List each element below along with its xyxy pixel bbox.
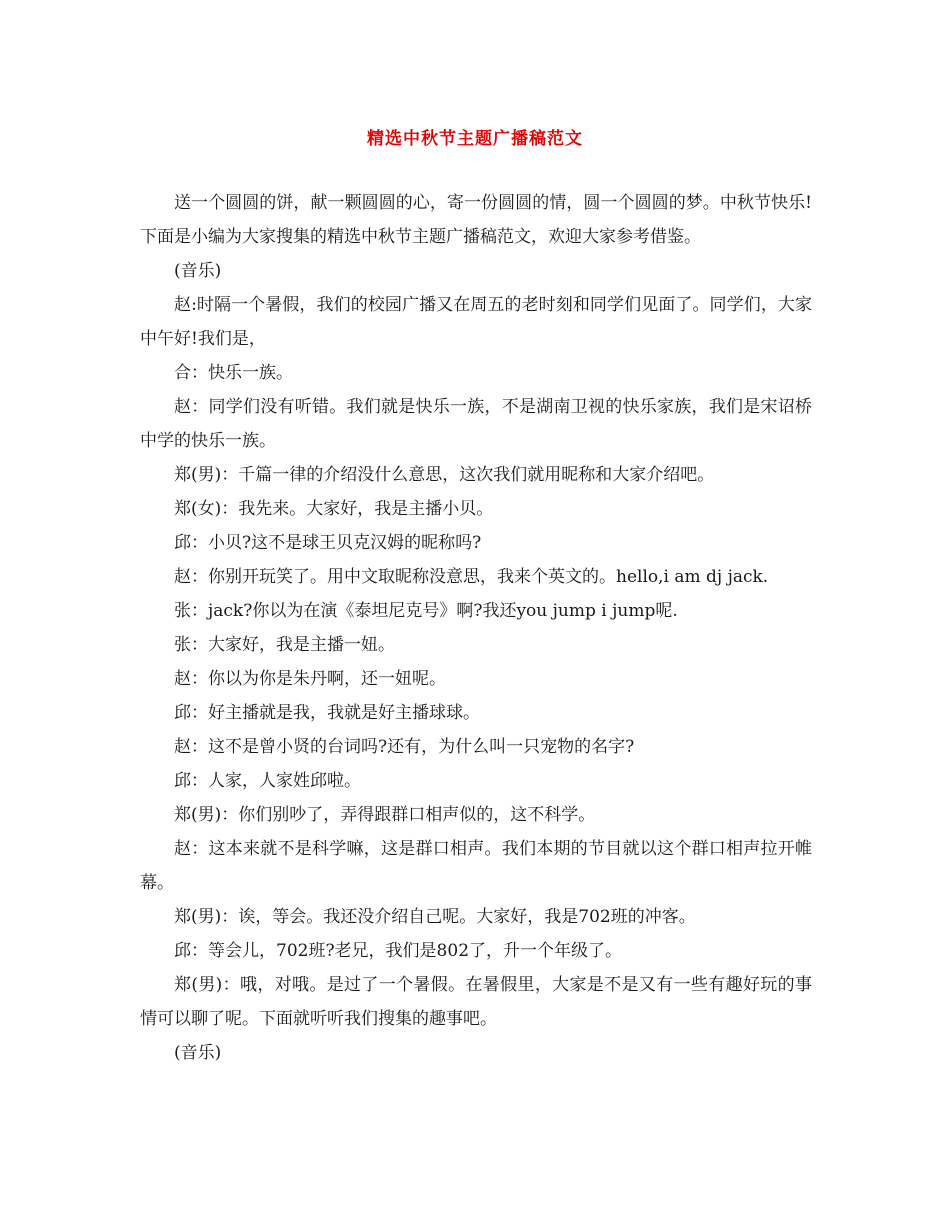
paragraph: 郑(男)：你们别吵了，弄得跟群口相声似的，这不科学。 bbox=[174, 805, 596, 825]
document-title: 精选中秋节主题广播稿范文 bbox=[367, 129, 583, 149]
paragraph: 合：快乐一族。 bbox=[174, 363, 293, 383]
paragraph: 张：jack?你以为在演《泰坦尼克号》啊?我还you jump i jump呢. bbox=[174, 601, 678, 621]
paragraph: 邱：好主播就是我，我就是好主播球球。 bbox=[174, 703, 480, 723]
paragraph: 邱：小贝?这不是球王贝克汉姆的昵称吗? bbox=[174, 533, 482, 553]
paragraph: 郑(男)：诶，等会。我还没介绍自己呢。大家好，我是702班的冲客。 bbox=[174, 907, 696, 927]
paragraph: 赵：你以为你是朱丹啊，还一妞呢。 bbox=[174, 669, 446, 689]
paragraph: 赵：同学们没有听错。我们就是快乐一族，不是湖南卫视的快乐家族，我们是宋诏桥中学的快乐一族。 bbox=[140, 397, 812, 451]
paragraph: 赵：你别开玩笑了。用中文取昵称没意思，我来个英文的。hello,i am dj jack. bbox=[174, 567, 769, 587]
document-body bbox=[140, 186, 812, 1070]
paragraph: 郑(女)：我先来。大家好，我是主播小贝。 bbox=[174, 499, 494, 519]
paragraph: 赵：这本来就不是科学嘛，这是群口相声。我们本期的节目就以这个群口相声拉开帷幕。 bbox=[140, 839, 812, 893]
paragraph: 张：大家好，我是主播一妞。 bbox=[174, 635, 395, 655]
paragraph: (音乐) bbox=[174, 1043, 222, 1063]
paragraph: 邱：等会儿，702班?老兄，我们是802了，升一个年级了。 bbox=[174, 941, 623, 961]
paragraph: (音乐) bbox=[174, 261, 222, 281]
paragraph: 邱：人家，人家姓邱啦。 bbox=[174, 771, 361, 791]
paragraph: 郑(男)：千篇一律的介绍没什么意思，这次我们就用昵称和大家介绍吧。 bbox=[174, 465, 715, 485]
paragraph: 赵：这不是曾小贤的台词吗?还有，为什么叫一只宠物的名字? bbox=[174, 737, 635, 757]
paragraph: 送一个圆圆的饼，献一颗圆圆的心，寄一份圆圆的情，圆一个圆圆的梦。中秋节快乐!下面是小编为大家搜集的精选中秋节主题广播稿范文，欢迎大家参考借鉴。 bbox=[140, 193, 812, 247]
paragraph: 赵:时隔一个暑假，我们的校园广播又在周五的老时刻和同学们见面了。同学们，大家中午好!我们是， bbox=[140, 295, 812, 349]
paragraph: 郑(男)：哦，对哦。是过了一个暑假。在暑假里，大家是不是又有一些有趣好玩的事情可以聊了呢。下面就听听我们搜集的趣事吧。 bbox=[140, 975, 812, 1029]
